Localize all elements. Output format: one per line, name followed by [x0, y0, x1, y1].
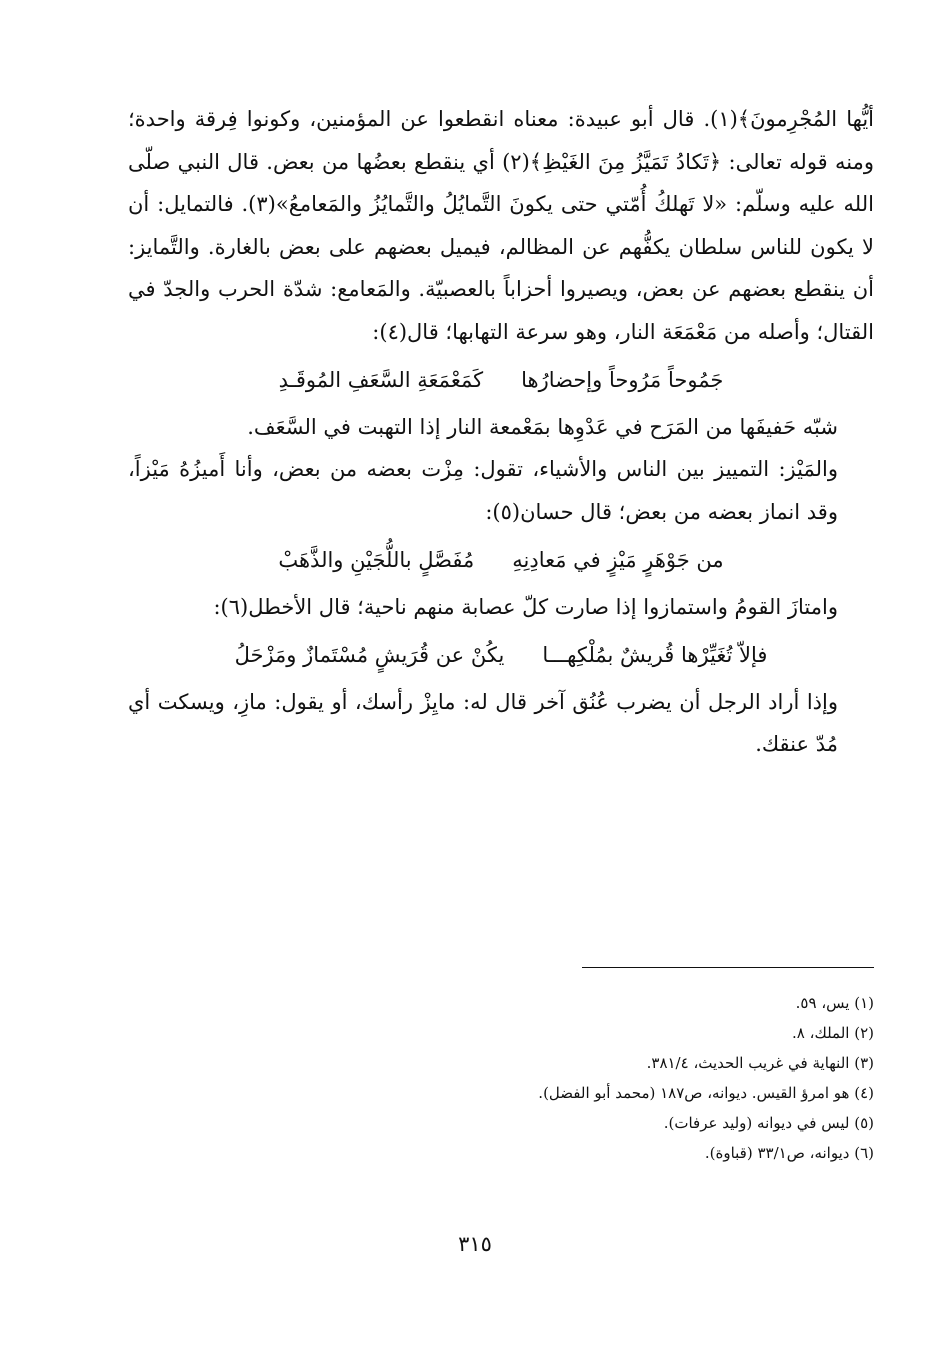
footnote-separator	[582, 967, 874, 968]
footnotes	[200, 988, 874, 1168]
paragraph-3: والمَيْز: التمييز بين الناس والأشياء، تقول: مِزْت بعضه من بعض، وأنا أَميزُهُ مَيْزاً، وقد انماز بعضه من بعض؛ قال حسان(٥):	[128, 457, 838, 524]
footnote-1: (١) يس، ٥٩.	[795, 994, 874, 1012]
verse-1-second-hemistich: كَمَعْمَعَةِ السَّعَفِ المُوقَـدِ	[278, 368, 484, 392]
footnote-6: (٦) ديوانه، ص٣٣/١ (قباوة).	[704, 1144, 874, 1162]
verse-1	[128, 359, 874, 402]
paragraph-4: وامتازَ القومُ واستمازوا إذا صارت كلّ عصابة منهم ناحية؛ قال الأخطل(٦):	[213, 594, 838, 619]
footnote-5: (٥) ليس في ديوانه (وليد عرفات).	[663, 1114, 874, 1132]
paragraph-2: شبّه حَفيفَها من المَرَح في عَدْوِها بمَعْمعة النار إذا التهبت في السَّعَف.	[247, 414, 838, 439]
verse-3-second-hemistich: يكُنْ عن قُرَيشٍ مُسْتَمازٌ ومَزْحَلُ	[234, 643, 505, 667]
footnote-4: (٤) هو امرؤ القيس. ديوانه، ص١٨٧ (محمد أبو الفضل).	[538, 1084, 874, 1102]
footnote-3: (٣) النهاية في غريب الحديث، ٣٨١/٤.	[646, 1054, 874, 1072]
main-text	[128, 98, 874, 766]
verse-3-first-hemistich: فإلاّ تُغَيِّرْها قُريشٌ بمُلْكِهـــا	[542, 643, 768, 667]
footnote-2: (٢) الملك، ٨.	[791, 1024, 874, 1042]
page-number: ٣١٥	[458, 1232, 492, 1256]
verse-2	[128, 539, 874, 582]
verse-3	[128, 634, 874, 677]
verse-2-second-hemistich: مُفَصَّلٍ باللُّجَيْنِ والذَّهَبْ	[278, 548, 475, 572]
paragraph-5: وإذا أراد الرجل أن يضرب عُنُق آخر قال له: مايِزْ رأسك، أو يقول: مازِ، ويسكت أي مُدّ عنقك.	[128, 689, 838, 756]
paragraph-1: أيُّها المُجْرِمونَ﴾(١). قال أبو عبيدة: معناه انقطعوا عن المؤمنين، وكونوا فِرقة واحدة؛ ومنه قوله تعالى: ﴿تَكادُ تَمَيَّزُ مِنَ الغَيْظِ﴾(٢) أي ينقطع بعضُها من بعض. قال النبي صلّى الله عليه وسلّم: «لا تَهلكُ أُمّتي حتى يكونَ التَّمايُلُ والتَّمايُزُ والمَعامعُ»(٣). فالتمايل: أن لا يكون للناس سلطان يكفُّهم عن المظالم، فيميل بعضهم على بعض بالغارة. والتَّمايز: أن ينقطع بعضهم عن بعض، ويصيروا أحزاباً بالعصبيّة. والمَعامع: شدّة الحرب والجدّ في القتال؛ وأصله من مَعْمَعَة النار، وهو سرعة التهابها؛ قال(٤):	[128, 107, 874, 344]
verse-1-first-hemistich: جَمُوحاً مَرُوحاً وإحضارُها	[521, 368, 724, 392]
verse-2-first-hemistich: من جَوْهَرٍ مَيْزٍ في مَعادِنِهِ	[512, 548, 724, 572]
